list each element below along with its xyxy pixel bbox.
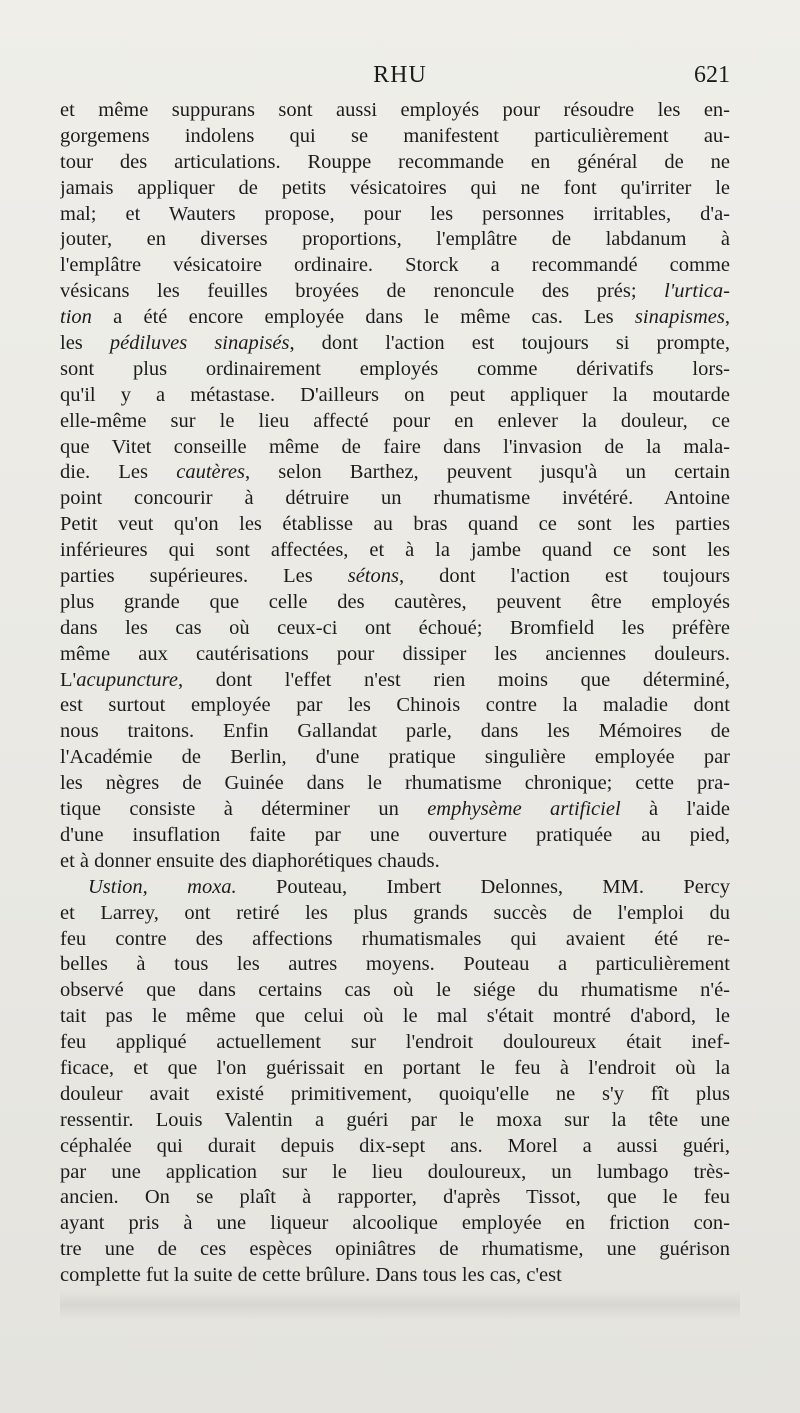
page-number: 621 bbox=[694, 62, 730, 88]
text-run: et même suppurans sont aussi employés pour résoudre les en- bbox=[60, 99, 730, 121]
text-run: feu contre des affections rhumatismales qui avaient été re- bbox=[60, 927, 730, 950]
text-line bbox=[60, 1160, 730, 1186]
text-run: complette fut la suite de cette brûlure. Dans tous les cas, c'est bbox=[60, 1264, 562, 1287]
text-line bbox=[60, 1056, 730, 1082]
text-line bbox=[60, 202, 730, 228]
text-run: l'emplâtre vésicatoire ordinaire. Storck a recommandé comme bbox=[60, 254, 730, 277]
text-run: gorgemens indolens qui se manifestent particulièrement au- bbox=[60, 124, 730, 147]
text-line bbox=[60, 1237, 730, 1263]
text-line bbox=[60, 1108, 730, 1134]
text-run: est surtout employée par les Chinois contre la maladie dont bbox=[60, 694, 730, 717]
text-line bbox=[60, 409, 730, 435]
italic-text: cautères bbox=[176, 461, 245, 484]
text-run: ayant pris à une liqueur alcoolique employée en friction con- bbox=[60, 1212, 730, 1235]
text-run: d'une insuflation faite par une ouverture pratiquée au pied, bbox=[60, 823, 730, 846]
text-run: même aux cautérisations pour dissiper les anciennes douleurs. bbox=[60, 642, 730, 665]
body-text bbox=[60, 98, 730, 1289]
text-line bbox=[60, 978, 730, 1004]
text-run: dans les cas où ceux-ci ont échoué; Bromfield les préfère bbox=[60, 616, 730, 639]
italic-text: pédiluves sinapisés bbox=[109, 332, 290, 355]
italic-text: Ustion, moxa. bbox=[88, 875, 237, 898]
text-run: Petit veut qu'on les établisse au bras quand ce sont les parties bbox=[60, 513, 730, 536]
text-run: parties supérieures. Les bbox=[60, 565, 348, 588]
text-run: par une application sur le lieu douloureux, un lumbago très- bbox=[60, 1160, 730, 1183]
text-line bbox=[60, 1082, 730, 1108]
running-head: RHU bbox=[373, 62, 427, 88]
text-line bbox=[60, 253, 730, 279]
text-line bbox=[60, 460, 730, 486]
text-line bbox=[60, 512, 730, 538]
text-line bbox=[60, 357, 730, 383]
text-line bbox=[60, 849, 730, 875]
text-run: ancien. On se plaît à rapporter, d'après Tissot, que le feu bbox=[60, 1186, 730, 1209]
text-run: les bbox=[60, 332, 110, 355]
text-line bbox=[60, 771, 730, 797]
text-run: Pouteau, Imbert Delonnes, MM. Percy bbox=[236, 875, 730, 898]
text-run: feu appliqué actuellement sur l'endroit douloureux était inef- bbox=[60, 1031, 730, 1054]
text-run: qu'il y a métastase. D'ailleurs on peut appliquer la moutarde bbox=[60, 383, 730, 406]
text-line bbox=[60, 1030, 730, 1056]
text-run: plus grande que celle des cautères, peuvent être employés bbox=[60, 590, 730, 613]
page-header bbox=[60, 62, 740, 96]
text-line bbox=[60, 927, 730, 953]
text-run: L' bbox=[60, 668, 77, 691]
italic-text: sinapismes bbox=[634, 306, 725, 329]
text-run: tique consiste à déterminer un bbox=[60, 798, 428, 821]
text-run: , selon Barthez, peuvent jusqu'à un certain bbox=[244, 461, 730, 484]
text-line bbox=[60, 642, 730, 668]
text-line bbox=[60, 1134, 730, 1160]
text-run: , dont l'action est toujours bbox=[398, 565, 730, 588]
text-line bbox=[60, 1211, 730, 1237]
text-line bbox=[60, 693, 730, 719]
text-run: , dont l'action est toujours si prompte, bbox=[289, 332, 730, 355]
text-line bbox=[60, 1263, 730, 1289]
text-line bbox=[60, 745, 730, 771]
text-line bbox=[60, 98, 730, 124]
text-line bbox=[60, 331, 730, 357]
text-run: observé que dans certains cas où le siége du rhumatisme n'é- bbox=[60, 979, 730, 1002]
text-run: elle-même sur le lieu affecté pour en enlever la douleur, ce bbox=[60, 409, 730, 432]
text-run: , dont l'effet n'est rien moins que déterminé, bbox=[177, 668, 730, 691]
text-run: ressentir. Louis Valentin a guéri par le moxa sur la tête une bbox=[60, 1108, 730, 1131]
text-run: belles à tous les autres moyens. Pouteau a particulièrement bbox=[60, 953, 730, 976]
text-run: sont plus ordinairement employés comme dérivatifs lors- bbox=[60, 357, 730, 380]
text-line bbox=[60, 719, 730, 745]
text-line bbox=[60, 176, 730, 202]
text-run: a été encore employée dans le même cas. Les bbox=[91, 306, 635, 329]
text-line bbox=[60, 901, 730, 927]
text-run: l'Académie de Berlin, d'une pratique singulière employée par bbox=[60, 746, 730, 769]
text-line bbox=[60, 150, 730, 176]
text-line bbox=[60, 823, 730, 849]
text-run: douleur avait existé primitivement, quoiqu'elle ne s'y fît plus bbox=[60, 1082, 730, 1105]
text-run: ficace, et que l'on guérissait en portant le feu à l'endroit où la bbox=[60, 1056, 730, 1079]
text-run: , bbox=[724, 306, 730, 329]
italic-text: sétons bbox=[347, 565, 399, 588]
italic-text: l'urtica- bbox=[664, 280, 730, 303]
text-line bbox=[60, 227, 730, 253]
text-run: tre une de ces espèces opiniâtres de rhumatisme, une guérison bbox=[60, 1238, 730, 1261]
italic-text: emphysème artificiel bbox=[427, 798, 621, 821]
text-line bbox=[60, 590, 730, 616]
text-line bbox=[60, 383, 730, 409]
italic-text: tion bbox=[60, 306, 92, 329]
text-line bbox=[60, 486, 730, 512]
text-run: jouter, en diverses proportions, l'emplâtre de labdanum à bbox=[60, 228, 730, 251]
text-run: les nègres de Guinée dans le rhumatisme chronique; cette pra- bbox=[60, 772, 730, 795]
text-line bbox=[60, 1004, 730, 1030]
text-line bbox=[60, 124, 730, 150]
text-run: et Larrey, ont retiré les plus grands succès de l'emploi du bbox=[60, 901, 730, 924]
text-run: à l'aide bbox=[620, 798, 730, 821]
text-run: inférieures qui sont affectées, et à la jambe quand ce sont les bbox=[60, 539, 730, 562]
text-run: nous traitons. Enfin Gallandat parle, dans les Mémoires de bbox=[60, 720, 730, 743]
text-line bbox=[60, 668, 730, 694]
text-run: die. Les bbox=[60, 461, 177, 484]
text-run: tour des articulations. Rouppe recommande en général de ne bbox=[60, 150, 730, 173]
text-line bbox=[60, 435, 730, 461]
text-line bbox=[60, 952, 730, 978]
text-run: et à donner ensuite des diaphorétiques chauds. bbox=[60, 849, 440, 872]
text-run: tait pas le même que celui où le mal s'était montré d'abord, le bbox=[60, 1005, 730, 1028]
text-run: vésicans les feuilles broyées de renoncule des prés; bbox=[60, 280, 665, 303]
text-line bbox=[60, 279, 730, 305]
text-run: mal; et Wauters propose, pour les personnes irritables, d'a- bbox=[60, 202, 730, 225]
bleed-through-stain bbox=[60, 1290, 740, 1320]
text-run: point concourir à détruire un rhumatisme invétéré. Antoine bbox=[60, 487, 730, 510]
text-run: jamais appliquer de petits vésicatoires qui ne font qu'irriter le bbox=[60, 176, 730, 199]
italic-text: acupuncture bbox=[76, 668, 178, 691]
text-run: que Vitet conseille même de faire dans l'invasion de la mala- bbox=[60, 435, 730, 458]
text-line bbox=[60, 1185, 730, 1211]
text-line bbox=[60, 564, 730, 590]
text-line bbox=[60, 305, 730, 331]
text-line bbox=[60, 538, 730, 564]
text-line bbox=[60, 616, 730, 642]
text-line bbox=[60, 875, 730, 901]
text-line bbox=[60, 797, 730, 823]
text-run: céphalée qui durait depuis dix-sept ans. Morel a aussi guéri, bbox=[60, 1134, 730, 1157]
